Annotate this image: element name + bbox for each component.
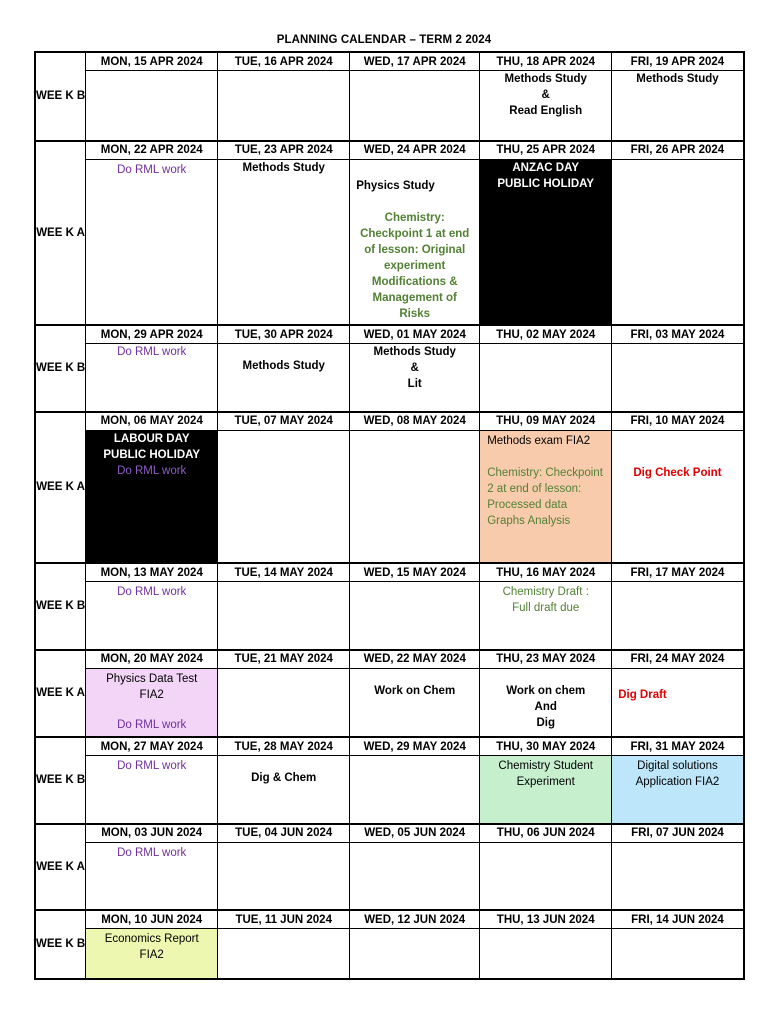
event-text: Chemistry: Checkpoint 1 at end of lesson: Original experiment Modifications & Management of Risks [360, 211, 470, 320]
day-cell [612, 71, 744, 141]
day-cell [350, 582, 480, 650]
day-cell [86, 71, 218, 141]
date-header: THU, 30 MAY 2024 [480, 737, 612, 756]
date-header: WED, 08 MAY 2024 [350, 412, 480, 431]
day-cell [612, 344, 744, 412]
date-header: FRI, 24 MAY 2024 [612, 650, 744, 669]
day-cell [350, 159, 480, 325]
week-label: WEE K A [35, 412, 86, 564]
date-header: THU, 23 MAY 2024 [480, 650, 612, 669]
day-cell [86, 842, 218, 910]
week-label: WEE K A [35, 824, 86, 911]
date-header: WED, 12 JUN 2024 [350, 910, 480, 929]
date-header: MON, 29 APR 2024 [86, 325, 218, 344]
day-cell [612, 929, 744, 979]
date-header: FRI, 19 APR 2024 [612, 52, 744, 71]
date-header: TUE, 14 MAY 2024 [218, 563, 350, 582]
event-text: Methods Study & Lit [373, 346, 456, 390]
day-cell [350, 842, 480, 910]
page-title: PLANNING CALENDAR – TERM 2 2024 [276, 34, 492, 46]
date-header: MON, 20 MAY 2024 [86, 650, 218, 669]
planning-calendar [34, 51, 745, 980]
date-header: WED, 05 JUN 2024 [350, 824, 480, 843]
event-text: Do RML work [117, 346, 187, 358]
date-header: WED, 17 APR 2024 [350, 52, 480, 71]
date-header: TUE, 04 JUN 2024 [218, 824, 350, 843]
event-text: Do RML work [117, 846, 187, 859]
date-header: TUE, 28 MAY 2024 [218, 737, 350, 756]
event-text: Economics Report FIA2 [104, 933, 199, 961]
day-cell [480, 582, 612, 650]
date-header: WED, 24 APR 2024 [350, 141, 480, 160]
day-cell [612, 582, 744, 650]
event-text: Do RML work [117, 586, 187, 598]
date-header: FRI, 26 APR 2024 [612, 141, 744, 160]
date-header: FRI, 10 MAY 2024 [612, 412, 744, 431]
event-text: Methods Study [242, 360, 325, 372]
content-row [35, 582, 744, 650]
date-header: MON, 22 APR 2024 [86, 141, 218, 160]
date-row [35, 141, 744, 160]
day-cell [480, 344, 612, 412]
holiday-cell [480, 159, 612, 325]
date-header: THU, 06 JUN 2024 [480, 824, 612, 843]
date-header: TUE, 23 APR 2024 [218, 141, 350, 160]
exam-cell [480, 430, 612, 563]
week-label: WEE K B [35, 910, 86, 979]
holiday-text: LABOUR DAY PUBLIC HOLIDAY [103, 432, 201, 461]
event-text: Do RML work [117, 718, 187, 731]
date-header: FRI, 31 MAY 2024 [612, 737, 744, 756]
day-cell [218, 430, 350, 563]
day-cell [480, 668, 612, 737]
day-cell [612, 159, 744, 325]
day-cell [218, 756, 350, 824]
date-header: FRI, 14 JUN 2024 [612, 910, 744, 929]
event-text: Methods Study [636, 73, 719, 85]
date-row [35, 563, 744, 582]
holiday-cell [86, 430, 218, 563]
event-text: Digital solutions Application FIA2 [635, 760, 720, 788]
day-cell [86, 344, 218, 412]
event-text: Work on Chem [374, 684, 456, 697]
content-row [35, 929, 744, 979]
date-header: FRI, 07 JUN 2024 [612, 824, 744, 843]
event-text: Methods Study & Read English [504, 73, 587, 117]
week-label: WEE K B [35, 325, 86, 412]
date-header: WED, 29 MAY 2024 [350, 737, 480, 756]
week-label: WEE K B [35, 52, 86, 141]
day-cell [218, 344, 350, 412]
day-cell [218, 582, 350, 650]
day-cell [480, 71, 612, 141]
event-text: Dig Draft [618, 688, 667, 701]
day-cell [86, 582, 218, 650]
day-cell [218, 668, 350, 737]
content-row [35, 842, 744, 910]
date-header: MON, 15 APR 2024 [86, 52, 218, 71]
date-header: THU, 02 MAY 2024 [480, 325, 612, 344]
event-text: Chemistry Draft : Full draft due [502, 586, 589, 614]
date-header: WED, 15 MAY 2024 [350, 563, 480, 582]
date-header: FRI, 03 MAY 2024 [612, 325, 744, 344]
date-row [35, 52, 744, 71]
date-header: TUE, 11 JUN 2024 [218, 910, 350, 929]
event-text: Physics Study [356, 179, 435, 192]
date-header: WED, 01 MAY 2024 [350, 325, 480, 344]
day-cell [350, 71, 480, 141]
content-row [35, 71, 744, 141]
date-header: THU, 13 JUN 2024 [480, 910, 612, 929]
test-cell [86, 668, 218, 737]
date-header: THU, 09 MAY 2024 [480, 412, 612, 431]
date-row [35, 412, 744, 431]
day-cell [350, 344, 480, 412]
date-header: FRI, 17 MAY 2024 [612, 563, 744, 582]
date-header: THU, 16 MAY 2024 [480, 563, 612, 582]
week-label: WEE K B [35, 737, 86, 824]
content-row [35, 159, 744, 325]
week-label: WEE K A [35, 141, 86, 326]
date-row [35, 650, 744, 669]
assessment-cell [612, 756, 744, 824]
day-cell [350, 756, 480, 824]
day-cell [612, 842, 744, 910]
day-cell [350, 668, 480, 737]
day-cell [612, 668, 744, 737]
date-row [35, 910, 744, 929]
date-header: TUE, 21 MAY 2024 [218, 650, 350, 669]
event-text: Chemistry Student Experiment [498, 760, 593, 788]
day-cell [218, 929, 350, 979]
event-text: Work on chem And Dig [506, 684, 586, 729]
event-text: Chemistry: Checkpoint 2 at end of lesson: Processed data Graphs Analysis [487, 466, 603, 527]
date-header: TUE, 30 APR 2024 [218, 325, 350, 344]
day-cell [350, 430, 480, 563]
date-header: TUE, 16 APR 2024 [218, 52, 350, 71]
week-label: WEE K A [35, 650, 86, 738]
event-text: Do RML work [117, 163, 187, 176]
day-cell [86, 159, 218, 325]
date-header: MON, 13 MAY 2024 [86, 563, 218, 582]
event-text: Dig & Chem [251, 772, 317, 784]
week-label: WEE K B [35, 563, 86, 650]
date-row [35, 824, 744, 843]
date-header: MON, 27 MAY 2024 [86, 737, 218, 756]
date-header: MON, 03 JUN 2024 [86, 824, 218, 843]
event-text: Do RML work [117, 760, 187, 772]
date-row [35, 737, 744, 756]
day-cell [480, 842, 612, 910]
event-text: Physics Data Test FIA2 [106, 672, 198, 701]
event-text: Methods Study [242, 161, 325, 174]
date-header: WED, 22 MAY 2024 [350, 650, 480, 669]
date-header: MON, 06 MAY 2024 [86, 412, 218, 431]
day-cell [218, 71, 350, 141]
date-header: THU, 18 APR 2024 [480, 52, 612, 71]
content-row [35, 668, 744, 737]
holiday-text: ANZAC DAY PUBLIC HOLIDAY [497, 161, 595, 190]
experiment-cell [480, 756, 612, 824]
content-row [35, 430, 744, 563]
date-header: THU, 25 APR 2024 [480, 141, 612, 160]
event-text: Do RML work [117, 464, 187, 477]
event-text: Methods exam FIA2 [487, 434, 591, 447]
event-text: Dig Check Point [633, 466, 722, 479]
content-row [35, 756, 744, 824]
day-cell [480, 929, 612, 979]
date-row [35, 325, 744, 344]
day-cell [350, 929, 480, 979]
date-header: TUE, 07 MAY 2024 [218, 412, 350, 431]
report-cell [86, 929, 218, 979]
day-cell [218, 159, 350, 325]
date-header: MON, 10 JUN 2024 [86, 910, 218, 929]
content-row [35, 344, 744, 412]
day-cell [218, 842, 350, 910]
day-cell [612, 430, 744, 563]
day-cell [86, 756, 218, 824]
